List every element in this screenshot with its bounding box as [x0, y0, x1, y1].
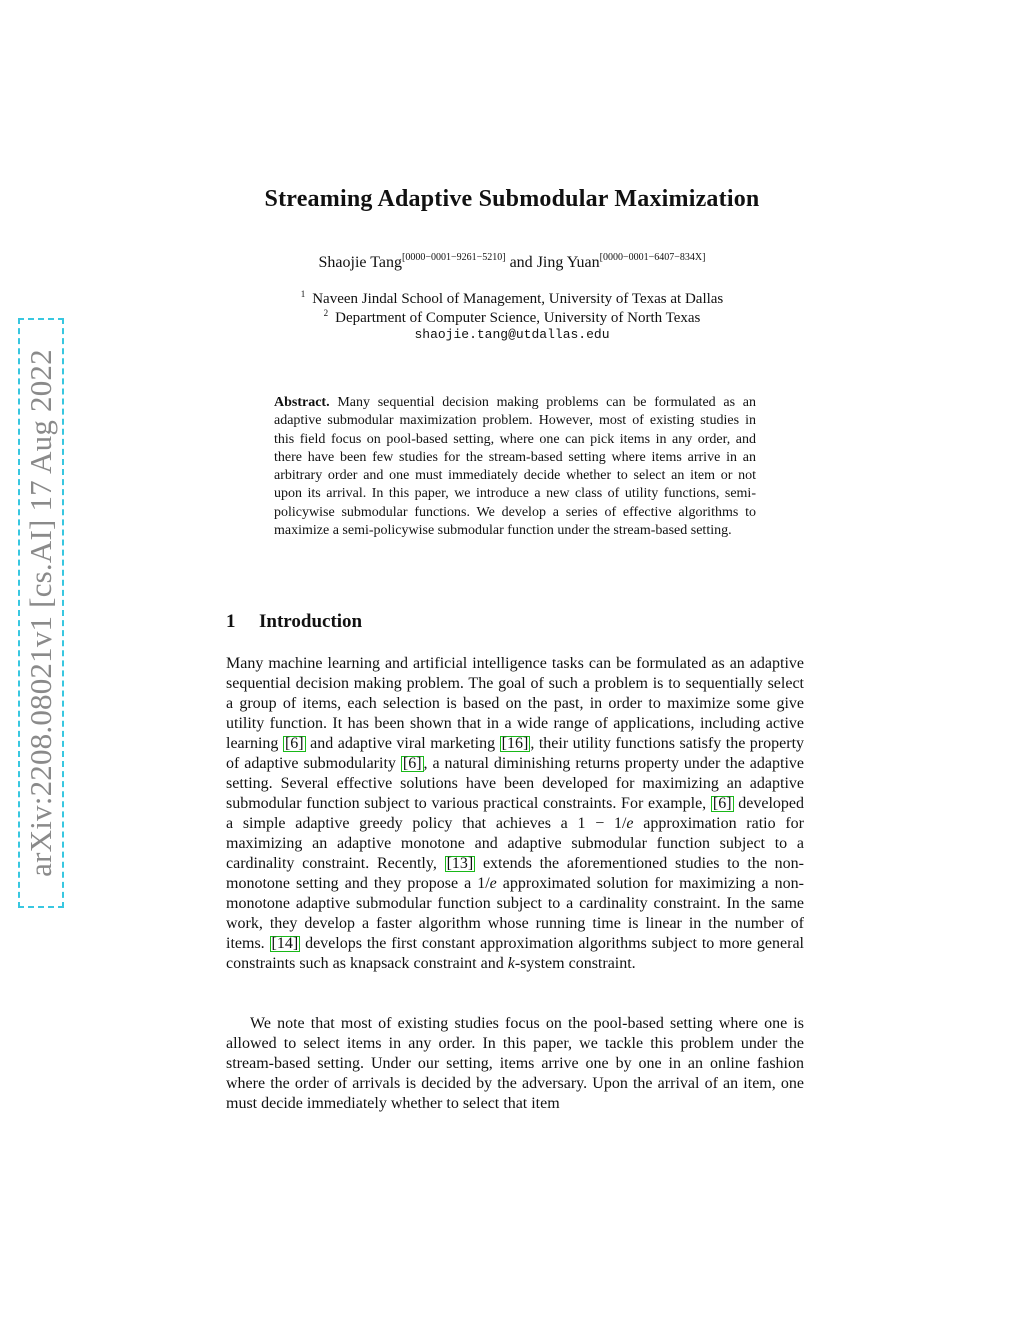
text-run: Many machine learning and artificial intelligence tasks can be formulated as an adaptive sequential decision making problem. The goal of such a problem is to sequentially select a group of items, each selection is based on the past, in order to maximize some give utility function. It has been shown that in a wide range of applications, including active learning [226, 655, 804, 752]
citation-link-6[interactable]: [6] [712, 795, 732, 812]
section-number: 1 [226, 611, 236, 632]
text-run: extends the aforementioned studies to the non-monotone setting and they propose a 1/ [226, 855, 804, 892]
text-run: , their utility functions satisfy the property of adaptive submodularity [226, 735, 805, 772]
text-run: developed a simple adaptive greedy policy that achieves a 1 − 1/ [226, 795, 805, 832]
math-k: k [507, 955, 515, 972]
affiliation-1-text: Naveen Jindal School of Management, University of Texas at Dallas [312, 291, 724, 307]
affiliation-1-mark: 1 [300, 289, 306, 299]
text-run: -system constraint. [514, 955, 636, 972]
text-run: develops the first constant approximation algorithms subject to more general constraints such as knapsack constraint and [226, 935, 804, 972]
affiliation-2 [0, 308, 1024, 327]
section-title: Introduction [259, 611, 363, 632]
citation-link-6[interactable]: [6] [284, 735, 304, 752]
author-1-orcid: [0000−0001−9261−5210] [401, 252, 506, 263]
citation-link-6[interactable]: [6] [402, 755, 422, 772]
intro-paragraph-2: We note that most of existing studies focus on the pool-based setting where one is allowed to select items in any order. In this paper, we tackle this problem under the stream-based setting. Under our setting, items arrive one by one in an online fashion where the order of arrivals is decided by the adversary. Upon the arrival of an item, one must decide immediately whether to select that item [226, 1015, 804, 1112]
text-run: approximated solution for maximizing a non-monotone adaptive submodular function subject to a cardinality constraint. In the same work, they develop a faster algorithm whose running time is linear in the number of items. [226, 875, 804, 952]
section-heading-introduction [226, 611, 362, 633]
author-conjunction: and [505, 254, 537, 271]
author-email[interactable]: shaojie.tang@utdallas.edu [414, 327, 610, 342]
author-2-name: Jing Yuan [536, 254, 600, 271]
author-2-orcid: [0000−0001−6407−834X] [599, 252, 706, 263]
text-run: and adaptive viral marketing [305, 735, 500, 752]
text-run: , a natural diminishing returns property under the adaptive setting. Several effective solutions have been developed for maximizing an adaptive submodular function subject to various practical constraints. For example, [226, 755, 805, 812]
text-run: approximation ratio for maximizing an adaptive monotone and adaptive submodular function subject to a cardinality constraint. Recently, [226, 815, 805, 872]
intro-paragraph-1 [226, 654, 804, 974]
affiliation-1 [0, 289, 1024, 308]
author-1-name: Shaojie Tang [318, 254, 402, 271]
math-e: e [626, 815, 634, 832]
abstract-label: Abstract. [274, 395, 330, 410]
citation-link-14[interactable]: [14] [271, 935, 299, 952]
author-line [0, 252, 1024, 272]
arxiv-sidebar [18, 318, 64, 908]
citation-link-13[interactable]: [13] [446, 855, 474, 872]
affiliation-2-mark: 2 [323, 308, 329, 318]
affiliation-2-text: Department of Computer Science, University of North Texas [335, 310, 701, 326]
citation-link-16[interactable]: [16] [501, 735, 529, 752]
paper-title: Streaming Adaptive Submodular Maximization [264, 186, 760, 212]
math-e: e [489, 875, 497, 892]
abstract [274, 394, 756, 540]
arxiv-identifier: arXiv:2208.08021v1 [cs.AI] 17 Aug 2022 [23, 349, 58, 877]
abstract-text: Many sequential decision making problems can be formulated as an adaptive submodular maximization problem. However, most of existing studies in this field focus on pool-based setting, where one can pick items in any order, and there have been few studies for the stream-based setting where items arrive in an arbitrary order and one must immediately decide whether to select an item or not upon its arrival. In this paper, we introduce a new class of utility functions, semi-policywise submodular functions. We develop a series of effective algorithms to maximize a semi-policywise submodular function under the stream-based setting. [274, 395, 756, 539]
